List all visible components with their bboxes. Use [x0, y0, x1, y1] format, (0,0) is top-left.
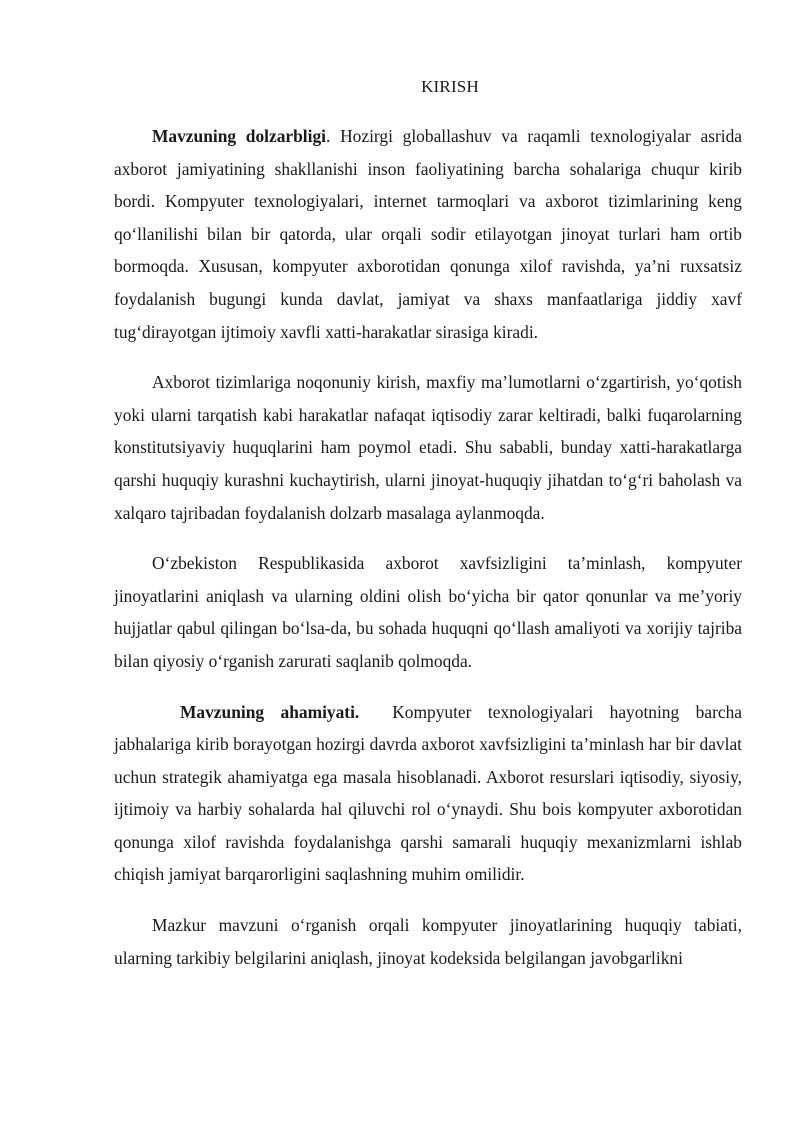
paragraph-text: . Hozirgi globallashuv va raqamli texnologiyalar asrida axborot jamiyatining shakllanishi inson faoliyatining barcha sohalariga chuqur kirib bordi. Kompyuter texnologiyalari, internet tarmoqlari va axborot tizimlarining keng qo‘llanilishi bilan bir qatorda, ular orqali sodir etilayotgan jinoyat turlari ham ortib bormoqda. Xususan, kompyuter axborotidan qonunga xilof ravishda, ya’ni ruxsatsiz foydalanish bugungi kunda davlat, jamiyat va shaxs manfaatlariga jiddiy xavf tug‘dirayotgan ijtimoiy xavfli xatti-harakatlar sirasiga kiradi.: [114, 126, 742, 342]
paragraph-lead: Mavzuning ahamiyati.: [180, 701, 360, 722]
paragraph-text: Kompyuter texnologiyalari hayotning barcha jabhalariga kirib borayotgan hozirgi davrda axborot xavfsizligini ta’minlash har bir davlat uchun strategik ahamiyatga ega masala hisoblanadi. Axborot resurslari iqtisodiy, siyosiy, ijtimoiy va harbiy sohalarda hal qiluvchi rol o‘ynaydi. Shu bois kompyuter axborotidan qonunga xilof ravishda foydalanishga qarshi samarali huquqiy mexanizmlarni ishlab chiqish jamiyat barqarorligini saqlashning muhim omilidir.: [114, 701, 747, 885]
document-body: [114, 120, 747, 974]
paragraph-lead: Mavzuning dolzarbligi: [152, 126, 327, 146]
paragraph-uzbekistan-laws: O‘zbekiston Respublikasida axborot xavfsizligini ta’minlash, kompyuter jinoyatlarini aniqlash va ularning oldini olish bo‘yicha bir qator qonunlar va me’yoriy hujjatlar qabul qilingan bo‘lsa-da, bu sohada huquqni qo‘llash amaliyoti va xorijiy tajriba bilan qiyosiy o‘rganish zarurati saqlanib qolmoqda.: [114, 553, 742, 671]
paragraph-study-purpose: Mazkur mavzuni o‘rganish orqali kompyuter jinoyatlarining huquqiy tabiati, ularning tarkibiy belgilarini aniqlash, jinoyat kodeksida belgilangan javobgarlikni: [114, 915, 742, 968]
paragraph-unauthorized-access: Axborot tizimlariga noqonuniy kirish, maxfiy ma’lumotlarni o‘zgartirish, yo‘qotish yoki ularni tarqatish kabi harakatlar nafaqat iqtisodiy zarar keltiradi, balki fuqarolarning konstitutsiyaviy huquqlarini ham poymol etadi. Shu sababli, bunday xatti-harakatlarga qarshi huquqiy kurashni kuchaytirish, ularni jinoyat-huquqiy jihatdan to‘g‘ri baholash va xalqaro tajribadan foydalanish dolzarb masalaga aylanmoqda.: [114, 372, 742, 523]
paragraph-relevance: [114, 120, 742, 348]
paragraph-importance: [114, 696, 747, 892]
section-heading: KIRISH: [421, 77, 479, 96]
